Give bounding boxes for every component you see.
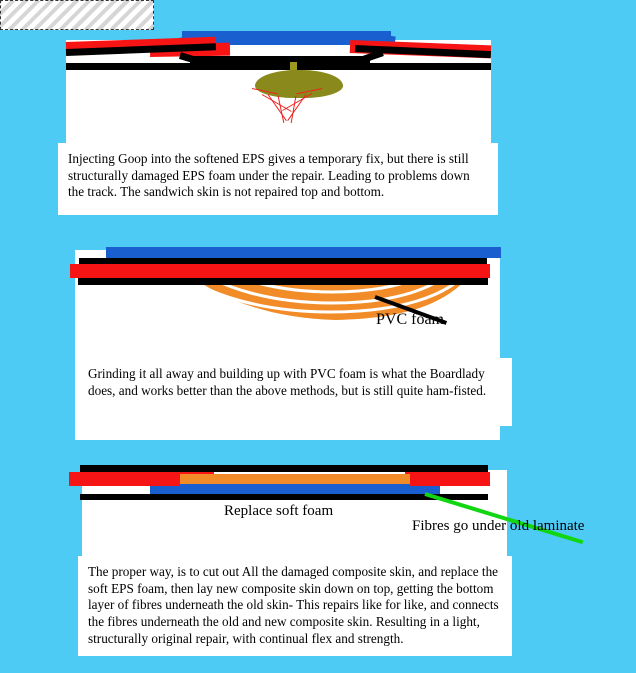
- figure-1-black-laminate-bottom: [66, 63, 491, 70]
- figure-3-new-laminate: [180, 474, 410, 484]
- figure-2-black-laminate-bottom: [78, 278, 488, 285]
- replace-soft-foam-label: Replace soft foam: [224, 503, 334, 519]
- figure-2-red-skin: [70, 264, 490, 278]
- figure-3-blue-core: [180, 484, 410, 494]
- figure-1-black-laminate-mid: [190, 56, 370, 63]
- figure-3-black-laminate-top: [80, 465, 488, 472]
- figure-3-red-skin-right: [405, 472, 490, 486]
- figure-3-replace-foam-region: [0, 0, 154, 30]
- figure-2-caption: Grinding it all away and building up with PVC foam is what the Boardlady does, and works better than the above methods, but is still quite ham-fisted.: [78, 358, 512, 426]
- pvc-foam-label: PVC foam: [376, 311, 444, 328]
- figure-2-blue-skin: [106, 247, 501, 258]
- figure-3-caption: The proper way, is to cut out All the damaged composite skin, and replace the soft EPS foam, then lay new composite skin down on top, getting the bottom layer of fibres underneath the old skin- This repairs like for like, and connects the fibres underneath the old and new composite skin. Resulting in a light, structurally original repair, with continual flex and strength.: [78, 556, 512, 656]
- fibres-label: Fibres go under old laminate: [412, 518, 585, 534]
- figure-1-caption: Injecting Goop into the softened EPS gives a temporary fix, but there is still structurally damaged EPS foam under the repair. Leading to problems down the track. The sandwich skin is not repaired top and bottom.: [58, 143, 498, 215]
